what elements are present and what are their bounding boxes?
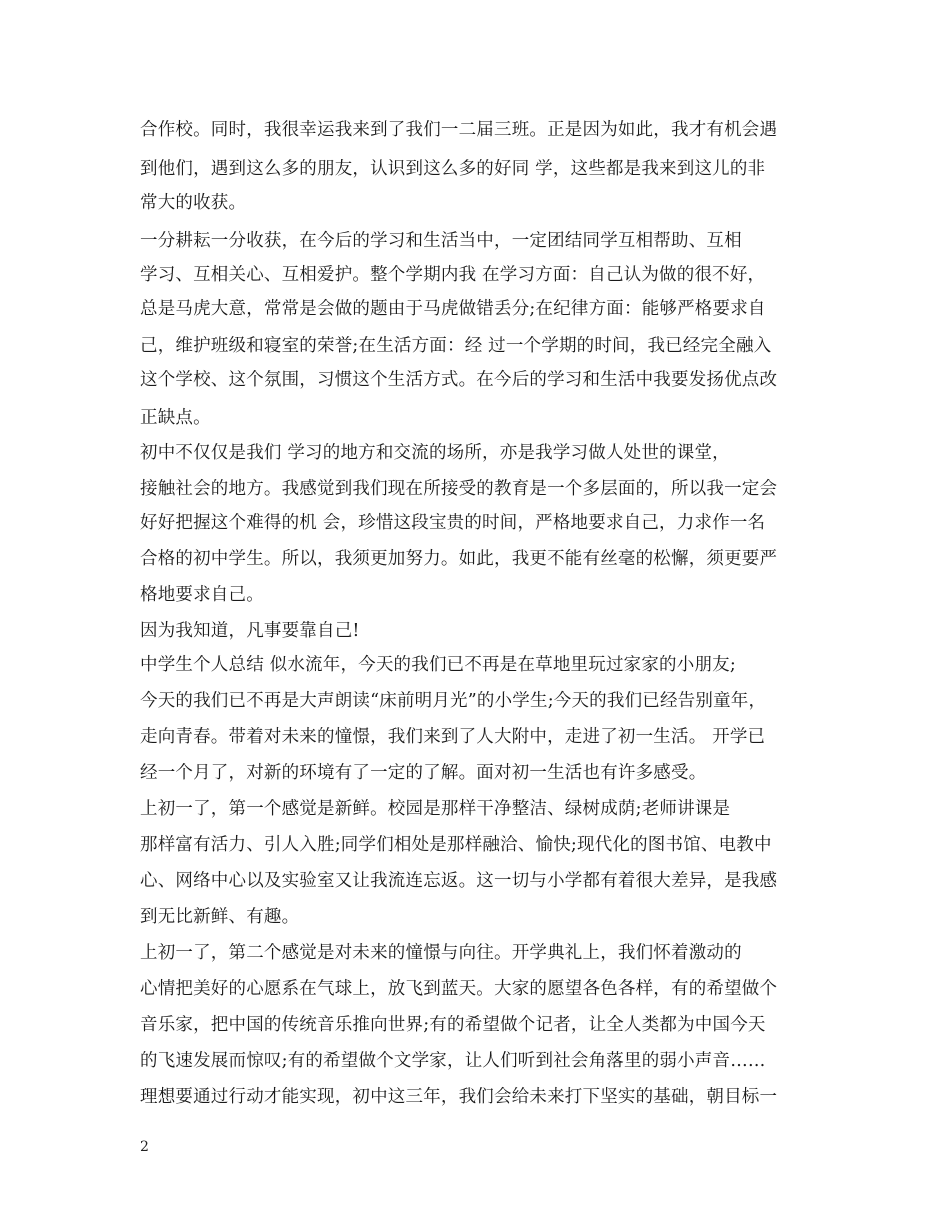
text-line: 音乐家，把中国的传统音乐推向世界;有的希望做个记者，让全人类都为中国今天 xyxy=(140,1015,766,1035)
text-line: 格地要求自己。 xyxy=(140,585,264,605)
text-line: 上初一了，第二个感觉是对未来的憧憬与向往。开学典礼上，我们怀着激动的 xyxy=(140,943,742,963)
text-line: 初中不仅仅是我们 学习的地方和交流的场所，亦是我学习做人处世的课堂， xyxy=(140,443,730,463)
text-line: 走向青春。带着对未来的憧憬，我们来到了人大附中，走进了初一生活。 开学已 xyxy=(140,727,766,747)
text-line: 中学生个人总结 似水流年，今天的我们已不再是在草地里玩过家家的小朋友; xyxy=(140,655,736,675)
text-line: 理想要通过行动才能实现，初中这三年，我们会给未来打下坚实的基础，朝目标一 xyxy=(140,1087,778,1107)
text-line: 心情把美好的心愿系在气球上，放飞到蓝天。大家的愿望各色各样，有的希望做个 xyxy=(140,979,778,999)
text-line: 己，维护班级和寝室的荣誉;在生活方面：经 过一个学期的时间，我已经完全融入 xyxy=(140,336,772,356)
text-line: 的飞速发展而惊叹;有的希望做个文学家，让人们听到社会角落里的弱小声音…… xyxy=(140,1051,766,1071)
text-line: 合格的初中学生。所以，我须更加努力。如此，我更不能有丝毫的松懈，须更要严 xyxy=(140,549,778,569)
text-line: 学习、互相关心、互相爱护。整个学期内我 在学习方面：自己认为做的很不好， xyxy=(140,265,766,285)
text-line: 正缺点。 xyxy=(140,408,211,428)
text-line: 合作校。同时，我很幸运我来到了我们一二届三班。正是因为如此，我才有机会遇 xyxy=(140,120,778,140)
text-line: 总是马虎大意，常常是会做的题由于马虎做错丢分;在纪律方面：能够严格要求自 xyxy=(140,299,766,319)
text-line: 接触社会的地方。我感觉到我们现在所接受的教育是一个多层面的，所以我一定会 xyxy=(140,479,778,499)
text-line: 上初一了，第一个感觉是新鲜。校园是那样干净整洁、绿树成荫;老师讲课是 xyxy=(140,799,731,819)
text-line: 到他们，遇到这么多的朋友，认识到这么多的好同 学，这些都是我来到这儿的非 xyxy=(140,159,766,179)
text-line: 因为我知道，凡事要靠自己! xyxy=(140,621,360,641)
text-line: 常大的收获。 xyxy=(140,193,247,213)
text-line: 到无比新鲜、有趣。 xyxy=(140,907,300,927)
text-line: 今天的我们已不再是大声朗读“床前明月光”的小学生;今天的我们已经告别童年， xyxy=(140,691,767,711)
text-line: 这个学校、这个氛围，习惯这个生活方式。在今后的学习和生活中我要发扬优点改 xyxy=(140,370,778,390)
text-line: 经一个月了，对新的环境有了一定的了解。面对初一生活也有许多感受。 xyxy=(140,763,707,783)
text-line: 一分耕耘一分收获，在今后的学习和生活当中，一定团结同学互相帮助、互相 xyxy=(140,231,742,251)
text-line: 那样富有活力、引人入胜;同学们相处是那样融洽、愉快;现代化的图书馆、电教中 xyxy=(140,835,772,855)
text-line: 好好把握这个难得的机 会，珍惜这段宝贵的时间，严格地要求自己，力求作一名 xyxy=(140,513,766,533)
page-number: 2 xyxy=(140,1139,149,1155)
text-line: 心、网络中心以及实验室又让我流连忘返。这一切与小学都有着很大差异，是我感 xyxy=(140,871,778,891)
